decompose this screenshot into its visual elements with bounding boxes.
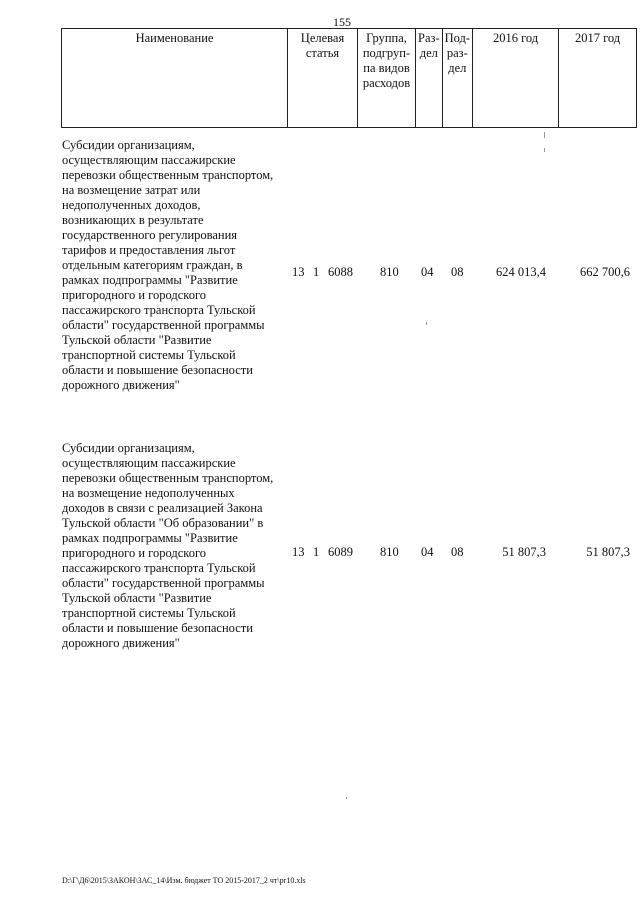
- scan-speck: [346, 797, 347, 799]
- description-line: рамках подпрограммы "Развитие: [62, 531, 238, 545]
- description-line: области и повышение безопасности: [62, 621, 253, 635]
- scan-speck: [544, 132, 545, 138]
- scan-speck: [544, 148, 545, 152]
- row-section: 04: [421, 545, 434, 559]
- row-subsection: 08: [451, 265, 464, 279]
- row-description: [62, 138, 294, 393]
- description-line: пассажирского транспорта Тульской: [62, 303, 256, 317]
- description-line: недополученных доходов,: [62, 198, 201, 212]
- description-line: пригородного и городского: [62, 288, 207, 302]
- header-name: Наименование: [62, 29, 288, 128]
- row-section: 04: [421, 265, 434, 279]
- description-line: тарифов и предоставления льгот: [62, 243, 236, 257]
- description-line: рамках подпрограммы "Развитие: [62, 273, 238, 287]
- header-subsection: Под- раз- дел: [442, 29, 472, 128]
- description-line: Субсидии организациям,: [62, 441, 195, 455]
- header-group: Группа, подгруп- па видов расходов: [358, 29, 416, 128]
- page-number: 155: [333, 15, 351, 29]
- row-code-b: 1: [313, 265, 320, 279]
- row-amount-2017: 51 807,3: [586, 545, 630, 559]
- description-line: государственного регулирования: [62, 228, 238, 242]
- table-row: [62, 138, 630, 410]
- description-line: отдельным категориям граждан, в: [62, 258, 243, 272]
- description-line: на возмещение недополученных: [62, 486, 235, 500]
- file-path-footer: D:\Г\Д6\2015\ЗАКОН\ЗАС_14\Изм. бюджет ТО 2015-2017_2 чт\pr10.xls: [62, 876, 306, 885]
- description-line: области и повышение безопасности: [62, 363, 253, 377]
- description-line: Тульской области "Развитие: [62, 591, 212, 605]
- description-line: перевозки общественным транспортом,: [62, 168, 274, 182]
- table-header: [61, 28, 637, 128]
- description-line: дорожного движения": [62, 378, 180, 392]
- header-section: Раз- дел: [416, 29, 443, 128]
- row-amount-2016: 51 807,3: [502, 545, 546, 559]
- description-line: возникающих в результате: [62, 213, 204, 227]
- description-line: на возмещение затрат или: [62, 183, 201, 197]
- header-target-item: Целевая статья: [288, 29, 358, 128]
- description-line: доходов в связи с реализацией Закона: [62, 501, 263, 515]
- description-line: транспортной системы Тульской: [62, 348, 236, 362]
- description-line: области" государственной программы: [62, 318, 265, 332]
- row-description: [62, 441, 294, 651]
- description-line: перевозки общественным транспортом,: [62, 471, 274, 485]
- row-group: 810: [380, 545, 399, 559]
- scan-speck: [426, 322, 427, 325]
- row-code-a: 13: [292, 265, 305, 279]
- row-code-b: 1: [313, 545, 320, 559]
- description-line: Субсидии организациям,: [62, 138, 195, 152]
- row-group: 810: [380, 265, 399, 279]
- table-row: [62, 441, 630, 667]
- description-line: области" государственной программы: [62, 576, 265, 590]
- row-subsection: 08: [451, 545, 464, 559]
- row-amount-2016: 624 013,4: [496, 265, 546, 279]
- row-code-c: 6088: [328, 265, 353, 279]
- description-line: пригородного и городского: [62, 546, 207, 560]
- header-year-2016: 2016 год: [473, 29, 559, 128]
- header-year-2017: 2017 год: [559, 29, 637, 128]
- description-line: Тульской области "Развитие: [62, 333, 212, 347]
- description-line: Тульской области "Об образовании" в: [62, 516, 264, 530]
- description-line: осуществляющим пассажирские: [62, 153, 236, 167]
- row-code-a: 13: [292, 545, 305, 559]
- description-line: осуществляющим пассажирские: [62, 456, 236, 470]
- row-amount-2017: 662 700,6: [580, 265, 630, 279]
- description-line: пассажирского транспорта Тульской: [62, 561, 256, 575]
- row-code-c: 6089: [328, 545, 353, 559]
- description-line: дорожного движения": [62, 636, 180, 650]
- description-line: транспортной системы Тульской: [62, 606, 236, 620]
